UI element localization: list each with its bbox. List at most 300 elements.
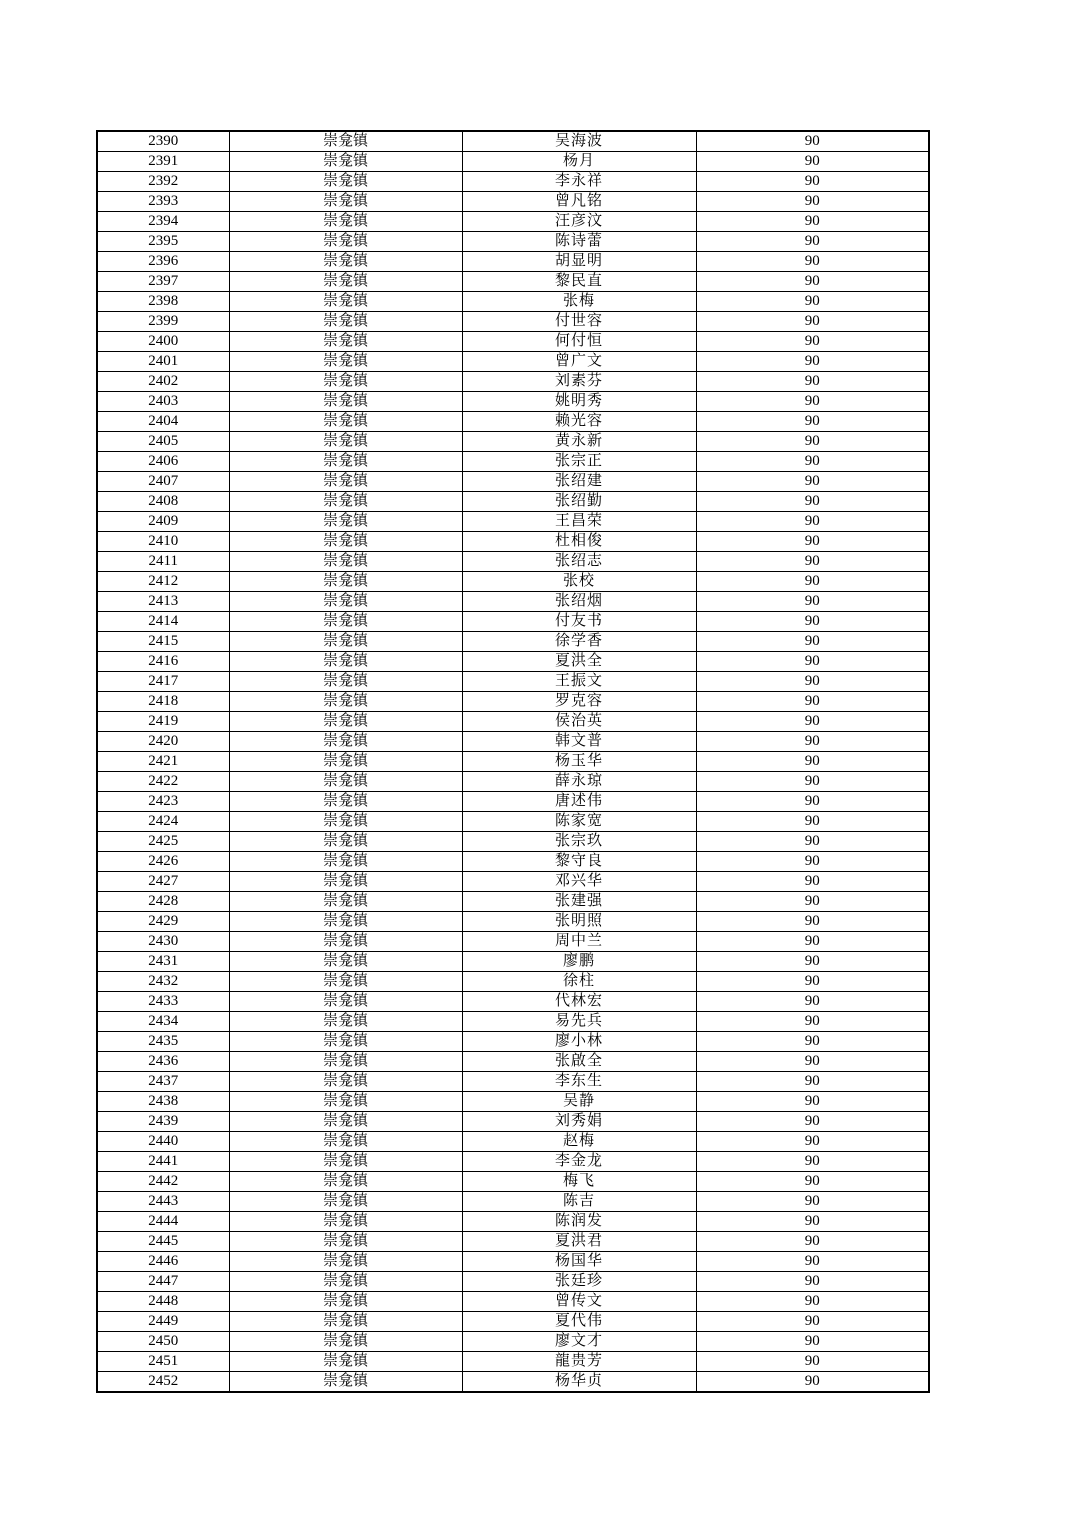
table-row	[97, 1312, 929, 1332]
name-cell: 张宗玖	[462, 832, 696, 852]
town-cell: 崇龛镇	[229, 312, 462, 332]
name-cell: 廖小林	[462, 1032, 696, 1052]
score-cell: 90	[696, 892, 929, 912]
score-cell: 90	[696, 492, 929, 512]
score-cell: 90	[696, 152, 929, 172]
town-cell: 崇龛镇	[229, 1352, 462, 1372]
row-number-cell: 2447	[97, 1272, 229, 1292]
score-cell: 90	[696, 472, 929, 492]
table-row	[97, 652, 929, 672]
town-cell: 崇龛镇	[229, 1212, 462, 1232]
table-row	[97, 1052, 929, 1072]
table-row	[97, 672, 929, 692]
name-cell: 代林宏	[462, 992, 696, 1012]
row-number-cell: 2413	[97, 592, 229, 612]
row-number-cell: 2435	[97, 1032, 229, 1052]
score-cell: 90	[696, 1352, 929, 1372]
score-cell: 90	[696, 1052, 929, 1072]
name-cell: 周中兰	[462, 932, 696, 952]
score-cell: 90	[696, 1032, 929, 1052]
name-cell: 梅飞	[462, 1172, 696, 1192]
row-number-cell: 2405	[97, 432, 229, 452]
table-row	[97, 1332, 929, 1352]
row-number-cell: 2412	[97, 572, 229, 592]
table-row	[97, 392, 929, 412]
name-cell: 张啟全	[462, 1052, 696, 1072]
table-row	[97, 1272, 929, 1292]
name-cell: 黎民直	[462, 272, 696, 292]
table-row	[97, 1212, 929, 1232]
table-row	[97, 1132, 929, 1152]
table-row	[97, 952, 929, 972]
name-cell: 张宗正	[462, 452, 696, 472]
table-row	[97, 512, 929, 532]
table-row	[97, 772, 929, 792]
table-row	[97, 192, 929, 212]
name-cell: 陈家宽	[462, 812, 696, 832]
name-cell: 付世容	[462, 312, 696, 332]
score-cell: 90	[696, 1152, 929, 1172]
table-row	[97, 572, 929, 592]
table-row	[97, 1012, 929, 1032]
score-cell: 90	[696, 612, 929, 632]
score-cell: 90	[696, 732, 929, 752]
row-number-cell: 2400	[97, 332, 229, 352]
town-cell: 崇龛镇	[229, 1152, 462, 1172]
town-cell: 崇龛镇	[229, 992, 462, 1012]
score-cell: 90	[696, 552, 929, 572]
name-cell: 王振文	[462, 672, 696, 692]
name-cell: 曾广文	[462, 352, 696, 372]
name-cell: 李永祥	[462, 172, 696, 192]
row-number-cell: 2418	[97, 692, 229, 712]
row-number-cell: 2441	[97, 1152, 229, 1172]
town-cell: 崇龛镇	[229, 512, 462, 532]
row-number-cell: 2443	[97, 1192, 229, 1212]
town-cell: 崇龛镇	[229, 1292, 462, 1312]
row-number-cell: 2433	[97, 992, 229, 1012]
row-number-cell: 2432	[97, 972, 229, 992]
name-cell: 廖鹏	[462, 952, 696, 972]
row-number-cell: 2416	[97, 652, 229, 672]
table-row	[97, 712, 929, 732]
table-row	[97, 792, 929, 812]
row-number-cell: 2411	[97, 552, 229, 572]
score-cell: 90	[696, 812, 929, 832]
name-cell: 韩文普	[462, 732, 696, 752]
town-cell: 崇龛镇	[229, 332, 462, 352]
name-cell: 刘秀娟	[462, 1112, 696, 1132]
town-cell: 崇龛镇	[229, 672, 462, 692]
table-row	[97, 1352, 929, 1372]
name-cell: 廖文才	[462, 1332, 696, 1352]
table-row	[97, 332, 929, 352]
town-cell: 崇龛镇	[229, 892, 462, 912]
name-cell: 龍贵芳	[462, 1352, 696, 1372]
town-cell: 崇龛镇	[229, 1132, 462, 1152]
name-cell: 易先兵	[462, 1012, 696, 1032]
town-cell: 崇龛镇	[229, 612, 462, 632]
town-cell: 崇龛镇	[229, 1312, 462, 1332]
score-cell: 90	[696, 752, 929, 772]
score-cell: 90	[696, 332, 929, 352]
table-row	[97, 1232, 929, 1252]
town-cell: 崇龛镇	[229, 1012, 462, 1032]
row-number-cell: 2395	[97, 232, 229, 252]
row-number-cell: 2408	[97, 492, 229, 512]
town-cell: 崇龛镇	[229, 292, 462, 312]
table-row	[97, 1112, 929, 1132]
score-cell: 90	[696, 912, 929, 932]
name-cell: 陈诗蕾	[462, 232, 696, 252]
name-cell: 黎守良	[462, 852, 696, 872]
town-cell: 崇龛镇	[229, 792, 462, 812]
name-cell: 赵梅	[462, 1132, 696, 1152]
score-cell: 90	[696, 192, 929, 212]
row-number-cell: 2434	[97, 1012, 229, 1032]
name-cell: 刘素芬	[462, 372, 696, 392]
town-cell: 崇龛镇	[229, 652, 462, 672]
score-cell: 90	[696, 992, 929, 1012]
score-cell: 90	[696, 712, 929, 732]
name-cell: 张绍建	[462, 472, 696, 492]
table-row	[97, 1032, 929, 1052]
table-row	[97, 472, 929, 492]
name-cell: 王昌荣	[462, 512, 696, 532]
score-cell: 90	[696, 1212, 929, 1232]
score-cell: 90	[696, 1332, 929, 1352]
table-row	[97, 432, 929, 452]
table-row	[97, 452, 929, 472]
name-cell: 邓兴华	[462, 872, 696, 892]
town-cell: 崇龛镇	[229, 272, 462, 292]
row-number-cell: 2417	[97, 672, 229, 692]
row-number-cell: 2436	[97, 1052, 229, 1072]
row-number-cell: 2398	[97, 292, 229, 312]
town-cell: 崇龛镇	[229, 1072, 462, 1092]
row-number-cell: 2426	[97, 852, 229, 872]
table-row	[97, 272, 929, 292]
score-cell: 90	[696, 252, 929, 272]
table-row	[97, 932, 929, 952]
name-cell: 夏洪君	[462, 1232, 696, 1252]
score-cell: 90	[696, 372, 929, 392]
table-row	[97, 752, 929, 772]
town-cell: 崇龛镇	[229, 552, 462, 572]
score-cell: 90	[696, 1312, 929, 1332]
data-table	[96, 130, 930, 1393]
table-row	[97, 912, 929, 932]
table-row	[97, 972, 929, 992]
name-cell: 胡显明	[462, 252, 696, 272]
row-number-cell: 2446	[97, 1252, 229, 1272]
town-cell: 崇龛镇	[229, 532, 462, 552]
row-number-cell: 2450	[97, 1332, 229, 1352]
name-cell: 何付恒	[462, 332, 696, 352]
row-number-cell: 2401	[97, 352, 229, 372]
name-cell: 李东生	[462, 1072, 696, 1092]
town-cell: 崇龛镇	[229, 192, 462, 212]
table-row	[97, 492, 929, 512]
row-number-cell: 2402	[97, 372, 229, 392]
row-number-cell: 2397	[97, 272, 229, 292]
name-cell: 付友书	[462, 612, 696, 632]
row-number-cell: 2390	[97, 131, 229, 152]
table-row	[97, 732, 929, 752]
score-cell: 90	[696, 1172, 929, 1192]
town-cell: 崇龛镇	[229, 1092, 462, 1112]
table-row	[97, 232, 929, 252]
score-cell: 90	[696, 352, 929, 372]
score-cell: 90	[696, 131, 929, 152]
town-cell: 崇龛镇	[229, 1032, 462, 1052]
name-cell: 张建强	[462, 892, 696, 912]
score-cell: 90	[696, 1252, 929, 1272]
score-cell: 90	[696, 452, 929, 472]
row-number-cell: 2407	[97, 472, 229, 492]
score-cell: 90	[696, 1292, 929, 1312]
table-row	[97, 812, 929, 832]
name-cell: 徐学香	[462, 632, 696, 652]
name-cell: 杨华贞	[462, 1372, 696, 1393]
town-cell: 崇龛镇	[229, 1112, 462, 1132]
row-number-cell: 2437	[97, 1072, 229, 1092]
town-cell: 崇龛镇	[229, 131, 462, 152]
table-row	[97, 632, 929, 652]
row-number-cell: 2428	[97, 892, 229, 912]
row-number-cell: 2440	[97, 1132, 229, 1152]
town-cell: 崇龛镇	[229, 232, 462, 252]
score-cell: 90	[696, 572, 929, 592]
score-cell: 90	[696, 1092, 929, 1112]
score-cell: 90	[696, 1132, 929, 1152]
row-number-cell: 2406	[97, 452, 229, 472]
score-cell: 90	[696, 972, 929, 992]
town-cell: 崇龛镇	[229, 352, 462, 372]
row-number-cell: 2445	[97, 1232, 229, 1252]
name-cell: 姚明秀	[462, 392, 696, 412]
score-cell: 90	[696, 512, 929, 532]
town-cell: 崇龛镇	[229, 452, 462, 472]
row-number-cell: 2451	[97, 1352, 229, 1372]
row-number-cell: 2439	[97, 1112, 229, 1132]
row-number-cell: 2414	[97, 612, 229, 632]
name-cell: 吴海波	[462, 131, 696, 152]
table-row	[97, 692, 929, 712]
row-number-cell: 2430	[97, 932, 229, 952]
table-row	[97, 1072, 929, 1092]
name-cell: 黄永新	[462, 432, 696, 452]
table-row	[97, 1292, 929, 1312]
score-cell: 90	[696, 1192, 929, 1212]
table-row	[97, 372, 929, 392]
score-cell: 90	[696, 432, 929, 452]
town-cell: 崇龛镇	[229, 732, 462, 752]
name-cell: 赖光容	[462, 412, 696, 432]
score-cell: 90	[696, 1112, 929, 1132]
name-cell: 张校	[462, 572, 696, 592]
row-number-cell: 2431	[97, 952, 229, 972]
table-row	[97, 352, 929, 372]
row-number-cell: 2424	[97, 812, 229, 832]
name-cell: 唐述伟	[462, 792, 696, 812]
table-row	[97, 1192, 929, 1212]
name-cell: 张廷珍	[462, 1272, 696, 1292]
town-cell: 崇龛镇	[229, 952, 462, 972]
name-cell: 杨玉华	[462, 752, 696, 772]
town-cell: 崇龛镇	[229, 772, 462, 792]
town-cell: 崇龛镇	[229, 1172, 462, 1192]
name-cell: 陈吉	[462, 1192, 696, 1212]
table-row	[97, 1252, 929, 1272]
name-cell: 李金龙	[462, 1152, 696, 1172]
row-number-cell: 2403	[97, 392, 229, 412]
row-number-cell: 2391	[97, 152, 229, 172]
name-cell: 张明照	[462, 912, 696, 932]
row-number-cell: 2444	[97, 1212, 229, 1232]
score-cell: 90	[696, 592, 929, 612]
table-row	[97, 832, 929, 852]
row-number-cell: 2415	[97, 632, 229, 652]
score-cell: 90	[696, 1232, 929, 1252]
score-cell: 90	[696, 1272, 929, 1292]
row-number-cell: 2399	[97, 312, 229, 332]
name-cell: 张梅	[462, 292, 696, 312]
table-row	[97, 172, 929, 192]
name-cell: 曾传文	[462, 1292, 696, 1312]
town-cell: 崇龛镇	[229, 172, 462, 192]
town-cell: 崇龛镇	[229, 752, 462, 772]
score-cell: 90	[696, 952, 929, 972]
table-row	[97, 212, 929, 232]
town-cell: 崇龛镇	[229, 1272, 462, 1292]
town-cell: 崇龛镇	[229, 1192, 462, 1212]
name-cell: 杜相俊	[462, 532, 696, 552]
town-cell: 崇龛镇	[229, 692, 462, 712]
score-cell: 90	[696, 672, 929, 692]
town-cell: 崇龛镇	[229, 1372, 462, 1393]
town-cell: 崇龛镇	[229, 1332, 462, 1352]
score-cell: 90	[696, 232, 929, 252]
row-number-cell: 2410	[97, 532, 229, 552]
table-row	[97, 612, 929, 632]
row-number-cell: 2442	[97, 1172, 229, 1192]
town-cell: 崇龛镇	[229, 812, 462, 832]
town-cell: 崇龛镇	[229, 572, 462, 592]
table-row	[97, 872, 929, 892]
table-body	[97, 131, 929, 1392]
score-cell: 90	[696, 532, 929, 552]
row-number-cell: 2429	[97, 912, 229, 932]
town-cell: 崇龛镇	[229, 632, 462, 652]
town-cell: 崇龛镇	[229, 252, 462, 272]
name-cell: 徐柱	[462, 972, 696, 992]
row-number-cell: 2419	[97, 712, 229, 732]
table-row	[97, 992, 929, 1012]
town-cell: 崇龛镇	[229, 392, 462, 412]
table-row	[97, 312, 929, 332]
table-row	[97, 892, 929, 912]
score-cell: 90	[696, 792, 929, 812]
town-cell: 崇龛镇	[229, 712, 462, 732]
score-cell: 90	[696, 832, 929, 852]
town-cell: 崇龛镇	[229, 852, 462, 872]
row-number-cell: 2425	[97, 832, 229, 852]
name-cell: 陈润发	[462, 1212, 696, 1232]
town-cell: 崇龛镇	[229, 1052, 462, 1072]
town-cell: 崇龛镇	[229, 492, 462, 512]
name-cell: 张绍烟	[462, 592, 696, 612]
score-cell: 90	[696, 692, 929, 712]
table-row	[97, 592, 929, 612]
town-cell: 崇龛镇	[229, 1232, 462, 1252]
score-cell: 90	[696, 852, 929, 872]
table-row	[97, 1152, 929, 1172]
name-cell: 杨国华	[462, 1252, 696, 1272]
row-number-cell: 2427	[97, 872, 229, 892]
row-number-cell: 2449	[97, 1312, 229, 1332]
town-cell: 崇龛镇	[229, 472, 462, 492]
score-cell: 90	[696, 872, 929, 892]
name-cell: 薛永琼	[462, 772, 696, 792]
table-row	[97, 552, 929, 572]
row-number-cell: 2448	[97, 1292, 229, 1312]
town-cell: 崇龛镇	[229, 152, 462, 172]
name-cell: 夏代伟	[462, 1312, 696, 1332]
table-row	[97, 1172, 929, 1192]
row-number-cell: 2423	[97, 792, 229, 812]
score-cell: 90	[696, 272, 929, 292]
table-row	[97, 852, 929, 872]
name-cell: 罗克容	[462, 692, 696, 712]
town-cell: 崇龛镇	[229, 212, 462, 232]
score-cell: 90	[696, 412, 929, 432]
table-row	[97, 292, 929, 312]
table-row	[97, 1372, 929, 1393]
row-number-cell: 2404	[97, 412, 229, 432]
score-cell: 90	[696, 1012, 929, 1032]
name-cell: 夏洪全	[462, 652, 696, 672]
score-cell: 90	[696, 172, 929, 192]
score-cell: 90	[696, 652, 929, 672]
score-cell: 90	[696, 1072, 929, 1092]
town-cell: 崇龛镇	[229, 592, 462, 612]
name-cell: 张绍志	[462, 552, 696, 572]
table-row	[97, 1092, 929, 1112]
name-cell: 张绍勤	[462, 492, 696, 512]
score-cell: 90	[696, 292, 929, 312]
row-number-cell: 2421	[97, 752, 229, 772]
row-number-cell: 2420	[97, 732, 229, 752]
town-cell: 崇龛镇	[229, 1252, 462, 1272]
name-cell: 吴静	[462, 1092, 696, 1112]
name-cell: 曾凡铭	[462, 192, 696, 212]
table-row	[97, 412, 929, 432]
town-cell: 崇龛镇	[229, 832, 462, 852]
town-cell: 崇龛镇	[229, 912, 462, 932]
score-cell: 90	[696, 1372, 929, 1393]
row-number-cell: 2438	[97, 1092, 229, 1112]
town-cell: 崇龛镇	[229, 372, 462, 392]
name-cell: 汪彦汶	[462, 212, 696, 232]
row-number-cell: 2452	[97, 1372, 229, 1393]
town-cell: 崇龛镇	[229, 432, 462, 452]
row-number-cell: 2394	[97, 212, 229, 232]
table-row	[97, 532, 929, 552]
name-cell: 侯治英	[462, 712, 696, 732]
town-cell: 崇龛镇	[229, 412, 462, 432]
row-number-cell: 2422	[97, 772, 229, 792]
